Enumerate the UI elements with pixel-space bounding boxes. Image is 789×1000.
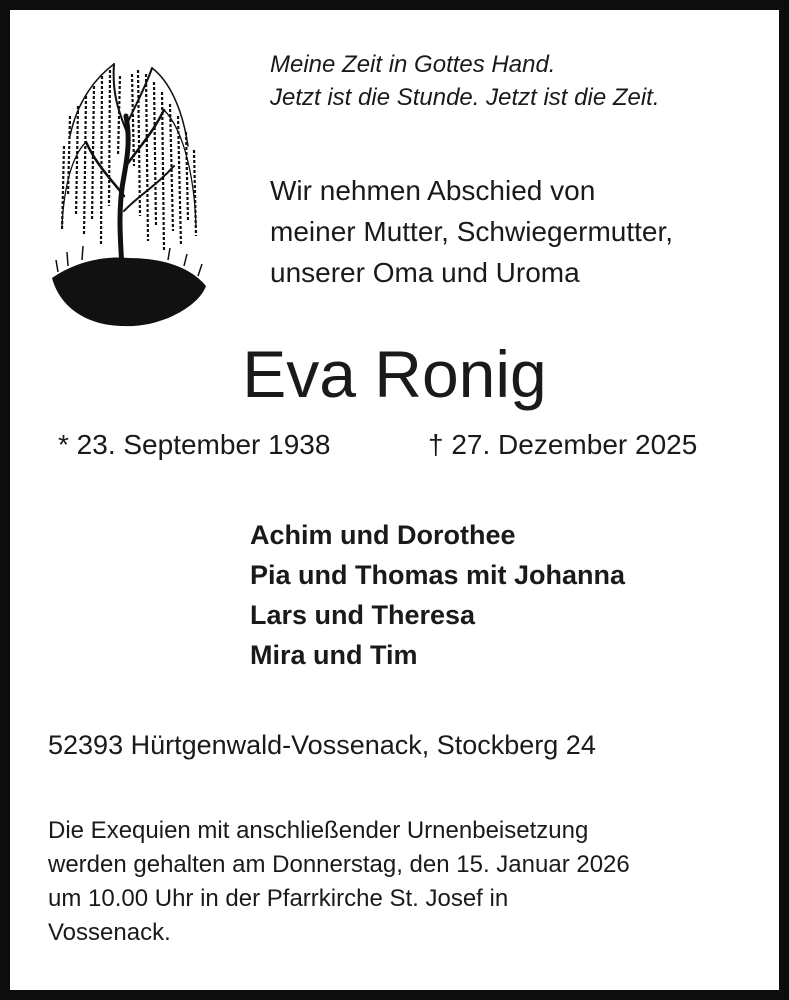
- birth-date: * 23. September 1938: [58, 429, 331, 460]
- funeral-details: [48, 814, 630, 950]
- motto-line: Jetzt ist die Stunde. Jetzt ist die Zeit.: [270, 84, 660, 111]
- mourner-entry: Lars und Theresa: [250, 600, 476, 630]
- intro-line: unserer Oma und Uroma: [270, 257, 580, 288]
- intro-line: meiner Mutter, Schwiegermutter,: [270, 216, 674, 247]
- weeping-willow-icon: [48, 46, 208, 331]
- mourner-entry: Mira und Tim: [250, 640, 418, 670]
- intro-line: Wir nehmen Abschied von: [270, 175, 596, 206]
- mourner-entry: Achim und Dorothee: [250, 520, 516, 550]
- mourners-list: [250, 515, 625, 675]
- funeral-line: Die Exequien mit anschließender Urnenbeisetzung: [48, 817, 589, 844]
- funeral-line: um 10.00 Uhr in der Pfarrkirche St. Josef in: [48, 885, 509, 912]
- mourner-entry: Pia und Thomas mit Johanna: [250, 560, 626, 590]
- motto-verse: [270, 48, 660, 114]
- motto-line: Meine Zeit in Gottes Hand.: [270, 51, 556, 78]
- farewell-intro: [270, 170, 673, 293]
- deceased-name: Eva Ronig: [242, 337, 547, 411]
- death-date: † 27. Dezember 2025: [428, 429, 698, 460]
- family-address: 52393 Hürtgenwald-Vossenack, Stockberg 24: [48, 730, 596, 760]
- funeral-line: werden gehalten am Donnerstag, den 15. Januar 2026: [48, 851, 630, 878]
- funeral-line: Vossenack.: [48, 919, 171, 946]
